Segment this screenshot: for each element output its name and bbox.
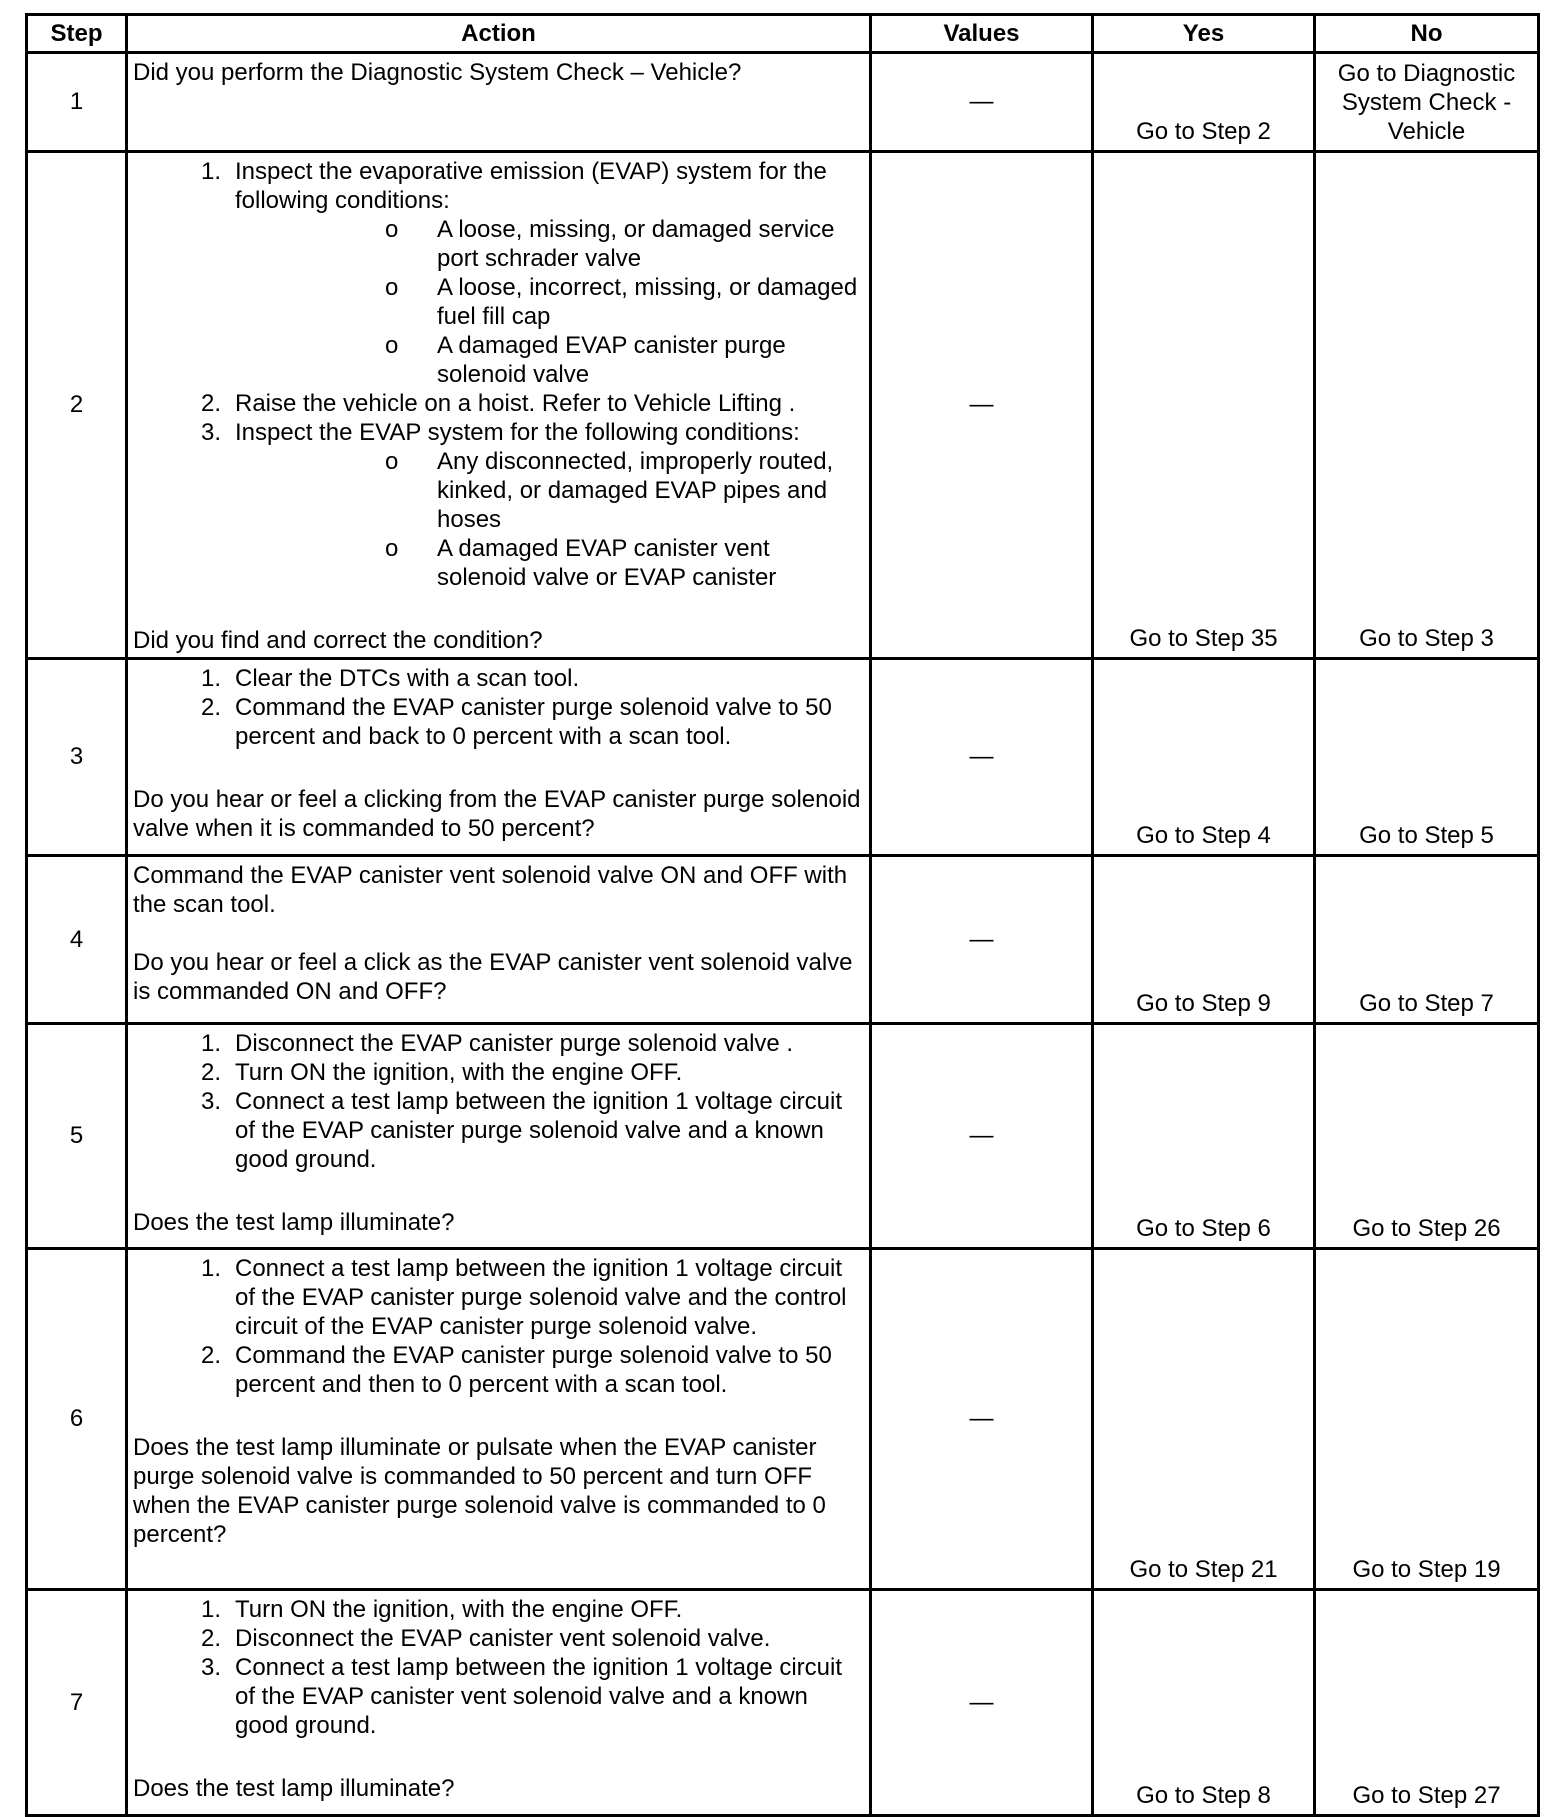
no-cell: Go to Step 5 [1315, 659, 1539, 856]
question-text: Did you find and correct the condition? [133, 627, 543, 654]
bullet-item [235, 447, 861, 534]
question-text: Does the test lamp illuminate? [133, 1209, 455, 1236]
question-text: Does the test lamp illuminate or pulsate when the EVAP canister purge solenoid valve is commanded to 50 percent and turn OFF when the EVAP canister purge solenoid valve is commanded to 0 percent? [133, 1434, 826, 1548]
values-cell: — [871, 53, 1093, 152]
item-number: 1. [200, 158, 221, 185]
table-row [27, 856, 1539, 1024]
item-number: 1. [200, 665, 221, 692]
list-item [133, 1653, 861, 1740]
table-row [27, 1590, 1539, 1816]
action-text: Did you perform the Diagnostic System Check – Vehicle? [133, 59, 742, 86]
list-item [133, 1341, 861, 1399]
action-cell [127, 1249, 871, 1590]
step-number: 4 [27, 856, 127, 1024]
bullet-text: Any disconnected, improperly routed, kinked, or damaged EVAP pipes and hoses [437, 448, 834, 533]
item-text: Inspect the EVAP system for the following conditions: [235, 419, 800, 446]
list-item [133, 693, 861, 751]
bullet-icon: o [385, 448, 399, 475]
list-item [133, 1254, 861, 1341]
item-number: 2. [200, 1625, 221, 1652]
step-number: 2 [27, 152, 127, 659]
bullet-item [235, 215, 861, 273]
values-cell: — [871, 152, 1093, 659]
bullet-text: A loose, missing, or damaged service port schrader valve [437, 216, 835, 272]
step-number: 6 [27, 1249, 127, 1590]
yes-cell: Go to Step 2 [1093, 53, 1315, 152]
values-cell: — [871, 1590, 1093, 1816]
yes-cell: Go to Step 9 [1093, 856, 1315, 1024]
list-item [133, 1029, 861, 1058]
item-number: 3. [200, 1088, 221, 1115]
no-cell: Go to Step 27 [1315, 1590, 1539, 1816]
item-number: 2. [200, 1059, 221, 1086]
bullet-item [235, 331, 861, 389]
item-number: 3. [200, 1654, 221, 1681]
values-cell: — [871, 856, 1093, 1024]
list-item [133, 1058, 861, 1087]
yes-cell: Go to Step 6 [1093, 1024, 1315, 1249]
bullet-text: A damaged EVAP canister purge solenoid valve [437, 332, 786, 388]
header-yes: Yes [1093, 15, 1315, 53]
list-item [133, 157, 861, 389]
header-row [27, 15, 1539, 53]
bullet-text: A damaged EVAP canister vent solenoid valve or EVAP canister [437, 535, 777, 591]
table-row [27, 659, 1539, 856]
table-row [27, 1024, 1539, 1249]
question-text: Do you hear or feel a clicking from the EVAP canister purge solenoid valve when it is commanded to 50 percent? [133, 786, 861, 842]
question-text: Do you hear or feel a click as the EVAP canister vent solenoid valve is commanded ON and OFF? [133, 949, 853, 1005]
list-item [133, 418, 861, 592]
bullet-item [235, 534, 861, 592]
action-text: Command the EVAP canister vent solenoid valve ON and OFF with the scan tool. [133, 862, 848, 918]
item-text: Connect a test lamp between the ignition 1 voltage circuit of the EVAP canister purge solenoid valve and a known good ground. [235, 1088, 843, 1173]
list-item [133, 389, 861, 418]
item-number: 3. [200, 419, 221, 446]
diagnostic-table [25, 13, 1540, 1817]
item-text: Connect a test lamp between the ignition 1 voltage circuit of the EVAP canister purge solenoid valve and the control circuit of the EVAP canister purge solenoid valve. [235, 1255, 847, 1340]
values-cell: — [871, 1249, 1093, 1590]
item-text: Turn ON the ignition, with the engine OFF. [235, 1059, 683, 1086]
item-text: Connect a test lamp between the ignition 1 voltage circuit of the EVAP canister vent solenoid valve and a known good ground. [235, 1654, 843, 1739]
item-number: 1. [200, 1030, 221, 1057]
item-text: Inspect the evaporative emission (EVAP) system for the following conditions: [235, 158, 827, 214]
action-cell [127, 53, 871, 152]
list-item [133, 1087, 861, 1174]
values-cell: — [871, 659, 1093, 856]
action-cell [127, 1024, 871, 1249]
header-step: Step [27, 15, 127, 53]
item-number: 2. [200, 1342, 221, 1369]
no-cell: Go to Diagnostic System Check - Vehicle [1315, 53, 1539, 152]
header-action: Action [127, 15, 871, 53]
action-cell [127, 152, 871, 659]
no-cell: Go to Step 19 [1315, 1249, 1539, 1590]
yes-cell: Go to Step 35 [1093, 152, 1315, 659]
bullet-icon: o [385, 274, 399, 301]
item-number: 1. [200, 1596, 221, 1623]
table-row [27, 1249, 1539, 1590]
header-no: No [1315, 15, 1539, 53]
step-number: 3 [27, 659, 127, 856]
question-text: Does the test lamp illuminate? [133, 1775, 455, 1802]
values-cell: — [871, 1024, 1093, 1249]
item-text: Command the EVAP canister purge solenoid valve to 50 percent and back to 0 percent with a scan tool. [235, 694, 832, 750]
list-item [133, 664, 861, 693]
bullet-icon: o [385, 332, 399, 359]
step-number: 1 [27, 53, 127, 152]
action-cell [127, 659, 871, 856]
item-text: Command the EVAP canister purge solenoid valve to 50 percent and then to 0 percent with a scan tool. [235, 1342, 832, 1398]
item-text: Clear the DTCs with a scan tool. [235, 665, 580, 692]
step-number: 5 [27, 1024, 127, 1249]
step-number: 7 [27, 1590, 127, 1816]
item-number: 2. [200, 694, 221, 721]
bullet-item [235, 273, 861, 331]
item-number: 1. [200, 1255, 221, 1282]
table-row [27, 53, 1539, 152]
item-text: Disconnect the EVAP canister purge solenoid valve . [235, 1030, 794, 1057]
bullet-text: A loose, incorrect, missing, or damaged fuel fill cap [437, 274, 858, 330]
list-item [133, 1595, 861, 1624]
item-number: 2. [200, 390, 221, 417]
no-cell: Go to Step 26 [1315, 1024, 1539, 1249]
item-text: Turn ON the ignition, with the engine OFF. [235, 1596, 683, 1623]
yes-cell: Go to Step 8 [1093, 1590, 1315, 1816]
bullet-icon: o [385, 216, 399, 243]
list-item [133, 1624, 861, 1653]
yes-cell: Go to Step 4 [1093, 659, 1315, 856]
no-cell: Go to Step 3 [1315, 152, 1539, 659]
table-row [27, 152, 1539, 659]
action-cell [127, 856, 871, 1024]
no-cell: Go to Step 7 [1315, 856, 1539, 1024]
item-text: Disconnect the EVAP canister vent solenoid valve. [235, 1625, 771, 1652]
bullet-icon: o [385, 535, 399, 562]
item-text: Raise the vehicle on a hoist. Refer to Vehicle Lifting . [235, 390, 796, 417]
header-values: Values [871, 15, 1093, 53]
action-cell [127, 1590, 871, 1816]
yes-cell: Go to Step 21 [1093, 1249, 1315, 1590]
